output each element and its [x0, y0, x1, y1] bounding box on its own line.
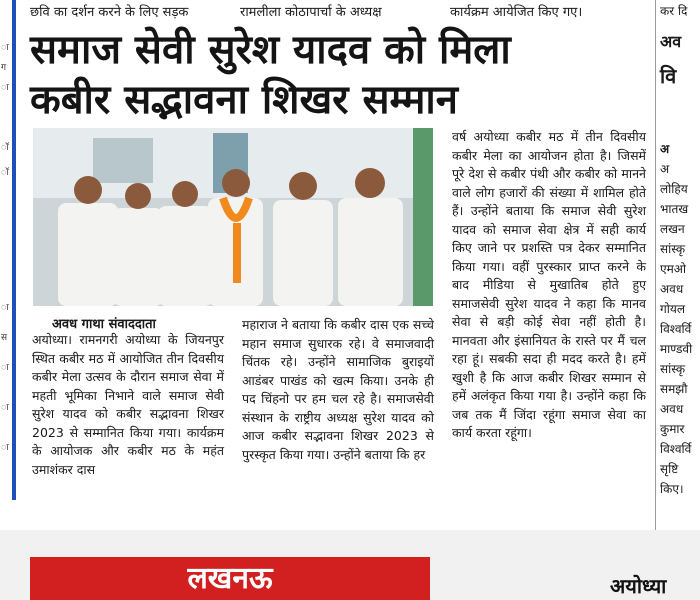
- right-col-text: समझौ: [660, 382, 688, 396]
- left-strip-glyph: ॉ: [1, 168, 9, 178]
- byline: अवध गाथा संवाददाता: [52, 317, 156, 332]
- right-col-text: अवध: [660, 402, 684, 416]
- right-col-text: भातख: [660, 202, 689, 216]
- top-snippet: कार्यक्रम आयेजित किए गए।: [450, 5, 583, 20]
- left-strip-glyph: ग: [1, 63, 7, 73]
- left-strip-glyph: ॉ: [1, 143, 9, 153]
- article-column-1: [32, 331, 224, 479]
- right-col-text: लखन: [660, 222, 685, 236]
- headline-line-1: समाज सेवी सुरेश यादव को मिला: [30, 27, 511, 73]
- news-photo: [33, 128, 433, 306]
- article-column-3: [452, 128, 646, 443]
- article-paragraph: अयोध्या। रामनगरी अयोध्या के जियनपुर स्थित कबीर मठ में आयोजित तीन दिवसीय कबीर मेला उत्सव के दौरान समाज सेवा में महती भूमिका निभाने वाले समाज सेवी सुरेश यादव को कबीर सद्भावना शिखर 2023 से सम्मानित किया गया। कार्यक्रम के आयोजक और कबीर मठ के महंत उमाशंकर दास: [32, 332, 224, 477]
- top-snippet: रामलीला कोठापार्चा के अध्यक्ष: [240, 5, 382, 20]
- article-paragraph: महाराज ने बताया कि कबीर दास एक सच्चे महान समाज सुधारक रहे। वे समाजवादी चिंतक रहे। उन्होंने सामाजिक बुराइयों आडंबर पाखंड को खत्म किया। उनके ही पद चिंहनो पर हम चल रहे है। समाजसेवी संस्थान के राष्ट्रीय अध्यक्ष सुरेश यादव को आज कबीर सद्भावना शिखर 2023 से पुरस्कृत किया गया। उन्होंने बताया कि हर: [242, 317, 434, 462]
- section-label-ayodhya: अयोध्या: [610, 574, 667, 598]
- right-col-text: कर दि: [660, 4, 688, 18]
- right-col-text: किए।: [660, 482, 684, 496]
- right-col-text: लोहिय: [660, 182, 688, 196]
- right-col-text: माण्डवी: [660, 342, 693, 356]
- left-strip-glyph: स: [1, 333, 8, 343]
- article-paragraph: वर्ष अयोध्या कबीर मठ में तीन दिवसीय कबीर मेला का आयोजन होता है। जिसमें पूरे देश से कबीर पंथी और कबीर को मानने वाले लोग हजारों की संख्या में शामिल होते हैं। उन्होंने बताया कि समाज सेवी सुरेश यादव को समाज सेवा क्षेत्र में सही कार्य किए जाने पर प्रशस्ति पत्र देकर सम्मानित किया गया। वहीं पुरस्कार प्राप्त करने के बाद मीडिया से मुखातिब होते हुए समाजसेवी सुरेश यादव ने कहा कि मानव सेवा से बड़ी कोई सेवा नहीं होती है। मानवता और इंसानियत के रास्ते पर मैं चल रहा हूं। सबकी सदा ही मदद करते है। हमें खुशी है कि आज कबीर शिखर सम्मान से हमें अलंकृत किया गया है। उन्होंने कहा कि जब तक मैं जिंदा रहूंगा समाज सेवा का कार्य करता रहूंगा।: [452, 129, 646, 440]
- right-col-text: वि: [660, 64, 677, 88]
- left-strip-glyph: ा: [1, 83, 9, 93]
- right-col-text: अवध: [660, 282, 684, 296]
- left-strip-glyph: ा: [1, 403, 9, 413]
- right-col-text: एमओ: [660, 262, 687, 276]
- right-col-text: गोयल: [660, 302, 685, 316]
- right-col-text: कुमार: [660, 422, 685, 436]
- right-col-text: सृष्टि: [660, 462, 679, 476]
- left-neighbor-column: [0, 0, 16, 500]
- right-col-text: अ: [660, 142, 670, 156]
- right-col-text: सांस्कृ: [660, 362, 686, 376]
- headline-line-2: कबीर सद्भावना शिखर सम्मान: [30, 77, 458, 123]
- right-col-text: सांस्कृ: [660, 242, 686, 256]
- top-snippet: छवि का दर्शन करने के लिए सड़क: [30, 5, 189, 20]
- left-strip-glyph: ा: [1, 303, 9, 313]
- left-strip-glyph: ा: [1, 43, 9, 53]
- left-strip-glyph: ा: [1, 443, 9, 453]
- right-col-text: विश्वर्वि: [660, 322, 692, 336]
- left-strip-glyph: ा: [1, 363, 9, 373]
- right-col-text: विश्वर्वि: [660, 442, 692, 456]
- right-col-text: अ: [660, 162, 670, 176]
- right-neighbor-column: [655, 0, 700, 530]
- article-column-2: [242, 316, 434, 464]
- right-col-text: अव: [660, 32, 682, 51]
- section-banner-lucknow: लखनऊ: [30, 557, 430, 600]
